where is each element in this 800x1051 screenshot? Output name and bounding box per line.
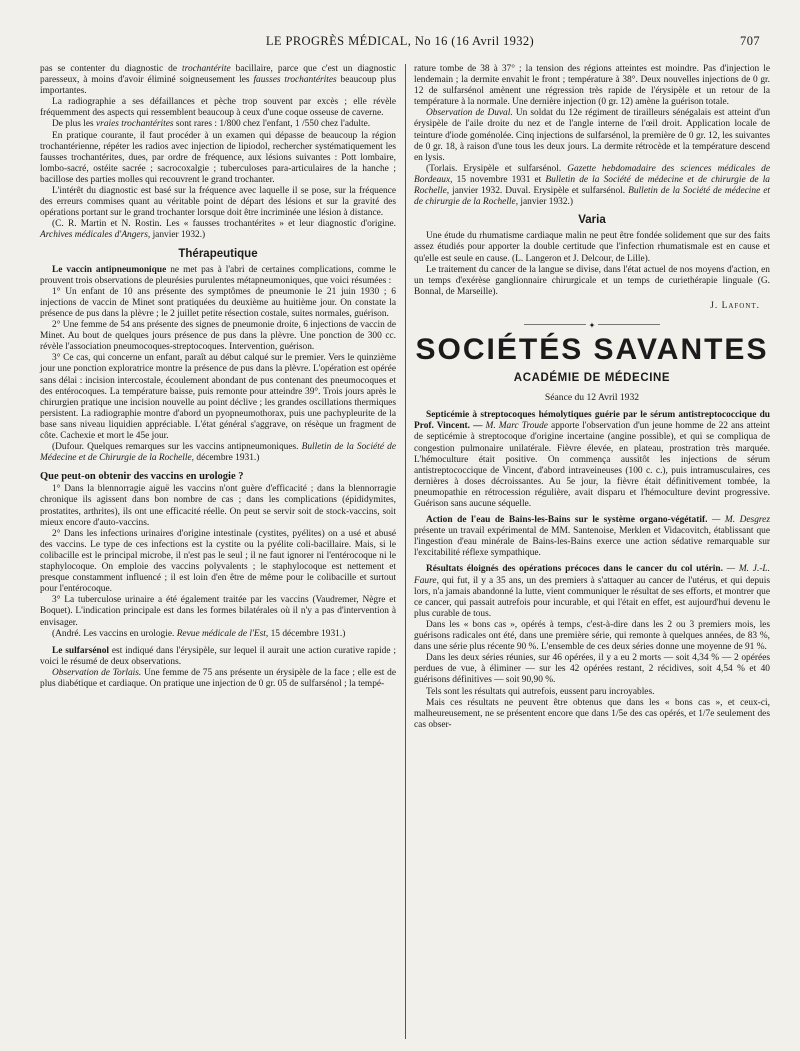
- paragraph: Le traitement du cancer de la langue se divise, dans l'état actuel de nos moyens d'action, en un temps d'exérèse ganglionnaire chirurgicale et un temps de curiethérapie linguale (G. Bonnal, de Marseille).: [414, 264, 770, 297]
- paragraph: Observation de Duval. Un soldat du 12e régiment de tirailleurs sénégalais est atteint d'un érysipèle de l'aile droite du nez et de l'angle interne de l'œil droit. Application locale de teinture d'iode goménolée. Cinq injections de sulfarsénol, la première de 0 gr. 12, les suivantes de 0 gr. 18, à raison d'une tous les deux jours. La dermite rétrocède et la température descend en lysis.: [414, 108, 771, 163]
- observation-item: 2° Une femme de 54 ans présente des signes de pneumonie droite, 6 injections de vaccin de Minet. Au bout de quelques jours présence de pus dans la plèvre. Une ponction de 300 cc. révèle l'association pneumocoques-streptocoques. Intervention, guérison.: [40, 320, 396, 353]
- societes-savantes-title: SOCIÉTÉS SAVANTES: [415, 332, 769, 366]
- paragraph: Résultats éloignés des opérations précoces dans le cancer du col utérin. — M. J.-L. Faure, qui fut, il y a 35 ans, un des premiers à s'attaquer au cancer de l'utérus, et qui depuis lors, n'a jamais abandonné la lutte, vient communiquer le résultat de ses efforts, et montrer que ce cancer, qui passait autrefois pour incurable, et qui l'était en effet, est aujourd'hui devenu le plus curable de tous.: [414, 564, 770, 619]
- running-header: [40, 34, 760, 54]
- observation-item: 3° Ce cas, qui concerne un enfant, paraît au début calqué sur le premier. Vers le quinzième jour une ponction exploratrice montre la présence de pus dans la plèvre. L'opération est opérée sans délai : incision intercostale, écoulement abondant de pus contenant des pneumocoques et des entérocoques. La température baisse, puis remonte pour atteindre 39°. Trois jours après le chirurgien pratique une incision nouvelle au point déclive ; les grandes oscillations thermiques persistent. La radiographie montre d'abord un pyopneumothorax, puis une pachypleurite de la base sans niveau liquidien appréciable. L'état général s'aggrave, on résèque un fragment de côte. Cachexie et mort le 45e jour.: [40, 353, 396, 441]
- citation: (Torlais. Erysipèle et sulfarsénol. Gazette hebdomadaire des sciences médicales de Bordeaux, 15 novembre 1931 et Bulletin de la Société de médecine et de chirurgie de la Rochelle, janvier 1932. Duval. Erysipèle et sulfarsénol. Bulletin de la Société de médecine et de chirurgie de la Rochelle, janvier 1932.): [414, 163, 771, 208]
- running-title: LE PROGRÈS MÉDICAL, No 16 (16 Avril 1932): [265, 34, 535, 48]
- paragraph: En pratique courante, il faut procéder à un examen qui dépasse de beaucoup la région trochantérienne, répéter les radios avec injection de lipiodol, rechercher systématiquement les fausses trochantérites, dues, par ordre de fréquence, aux lésions suivantes : Pott lombaire, lombo-sacré, ostéite sacrée ; sacrocoxalgie ; tuberculoses para-articulaires de la hanche ; bacillose des parties molles qui recouvrent le grand trochanter.: [40, 130, 396, 185]
- left-column: [40, 64, 396, 690]
- author-signature: J. Lafont.: [710, 300, 760, 311]
- paragraph: rature tombe de 38 à 37° ; la tension des régions atteintes est moindre. Pas d'injection le lendemain ; la dermite envahit le front ; température à 38°. Deux nouvelles injections de 0 gr. 12 de sulfarsénol amènent une régression très rapide de l'érysipèle et un retour de la température à la normale. Une dernière injection (0 gr. 12) amène la guérison totale.: [414, 64, 770, 108]
- paragraph: Septicémie à streptocoques hémolytiques guérie par le sérum antistreptococcique du Prof. Vincent. — M. Marc Troude apporte l'observation d'un jeune homme de 22 ans atteint de septicémie à streptocoque d'origine incertaine (angine possible), et qui se compliqua de congestion pulmonaire unilatérale. Fièvre élevée, en plateau, prostration très marquée. L'hémoculture était positive. On commença aussitôt les injections de sérum antistreptococcique de Vincent, d'abord intraveineuses (100 c. c.), puis intramusculaires, ces dernières à doses décroissantes. Au 5e jour, la fièvre était définitivement tombée, la pneumopathie en rétrocession régulière, avait disparu et l'hémoculture devint progressive. Guérison sans aucune séquelle.: [414, 410, 770, 509]
- citation: (André. Les vaccins en urologie. Revue médicale de l'Est, 15 décembre 1931.): [52, 628, 346, 639]
- list-item: 1° Dans la blennorragie aiguë les vaccins n'ont guère d'efficacité ; dans la blennorragie chronique ils agissent dans bon nombre de cas ; dans les complications (épididymites, prostatites, arthrites), ils ont une efficacité réelle. On peut se servir soit de stock-vaccins, soit mieux encore d'auto-vaccins.: [40, 484, 396, 528]
- ornament-glyph: ✦: [586, 321, 599, 330]
- paragraph: Le sulfarsénol est indiqué dans l'érysipèle, sur lequel il aurait une action curative rapide ; voici le résumé de deux observations.: [40, 645, 396, 667]
- observation-item: 1° Un enfant de 10 ans présente des symptômes de pneumonie le 21 juin 1930 ; 6 injections de vaccin de Minet sont pratiquées du deuxième au huitième jour. On constate la présence de pus dans la plèvre ; le 2 juillet petite résection costale, suites normales, guérison.: [40, 286, 396, 319]
- paragraph: Dans les deux séries réunies, sur 46 opérées, il y a eu 2 morts — soit 4,34 % — 2 opérées perdues de vue, à éliminer — sur les 42 opérées restant, 2 récidives, soit 4,54 % et 40 guérisons définitives — soit 90,90 %.: [414, 653, 770, 686]
- right-column: [414, 64, 770, 731]
- section-heading-varia: Varia: [578, 214, 606, 227]
- paragraph: Une étude du rhumatisme cardiaque malin ne peut être fondée solidement que sur des faits assez étudiés pour apporter la double certitude que l'infection rhumatismale est en cause et qu'elle est seule en cause. (L. Langeron et J. Delcour, de Lille).: [414, 231, 770, 264]
- section-heading-therapeutique: Thérapeutique: [178, 247, 258, 260]
- paragraph: L'intérêt du diagnostic est basé sur la fréquence avec laquelle il se pose, sur la fréquence des erreurs commises quant au véritable point de départ des lésions et sur la gravité des opérations portant sur le grand trochanter lorsque doit être incriminée une lésion à distance.: [40, 186, 396, 219]
- academie-title: ACADÉMIE DE MÉDECINE: [513, 372, 671, 385]
- paragraph: Action de l'eau de Bains-les-Bains sur le système organo-végétatif. — M. Desgrez présente un travail expérimental de MM. Santenoise, Merklen et Vidacovitch, établissant que l'ingestion d'eau minérale de Bains-les-Bains exerce une action sédative remarquable sur l'excitabilité réflexe sympathique.: [414, 515, 770, 559]
- paragraph: Observation de Torlais. Une femme de 75 ans présente un érysipèle de la face ; elle est de plus diabétique et cardiaque. On pratique une injection de 0 gr. 05 de sulfarsénol ; la tempé-: [40, 667, 396, 689]
- list-item: 3° La tuberculose urinaire a été également traitée par les vaccins (Vaudremer, Nègre et Boquet). L'indication principale est dans les formes bilatérales où il n'y a pas d'intervention à envisager.: [40, 595, 396, 628]
- paragraph: pas se contenter du diagnostic de trochantérite bacillaire, parce que c'est un diagnostic paresseux, à moins d'avoir éliminé soigneusement les fausses trochantérites beaucoup plus importantes.: [40, 64, 396, 97]
- paragraph: Tels sont les résultats qui autrefois, eussent paru incroyables.: [426, 686, 655, 697]
- list-item: 2° Dans les infections urinaires d'origine intestinale (cystites, pyélites) on a usé et abusé des vaccins. Le type de ces infections est la cystite ou la pyélite coli-bacillaire. Mais, si le colibacille est le principal microbe, il n'est pas le seul ; il ne faut ignorer ni l'entérocoque ni le staphylocoque. On emploie des vaccins polyvalents ; le staphylocoque est nettement et presque constamment influencé ; il est loin d'en être de même pour le colibacille et surtout pour l'entérocoque.: [40, 528, 396, 595]
- page-number: 707: [740, 34, 760, 48]
- paragraph: Dans les « bons cas », opérés à temps, c'est-à-dire dans les 2 ou 3 premiers mois, les guérisons radicales ont été, dans une première série, qui remonte à quelques années, de 83 %, dans une série plus récente 90 %. L'ensemble de ces deux séries donne une moyenne de 91 %.: [414, 619, 770, 653]
- paragraph: Le vaccin antipneumonique ne met pas à l'abri de certaines complications, comme le prouvent trois observations de pleurésies purulentes métapneumoniques, que voici résumées :: [40, 264, 397, 286]
- seance-date: Séance du 12 Avril 1932: [544, 392, 640, 404]
- citation: (Dufour. Quelques remarques sur les vaccins antipneumoniques. Bulletin de la Société de Médecine et de Chirurgie de la Rochelle, décembre 1931.): [40, 442, 396, 464]
- paragraph: De plus les vraies trochantérites sont rares : 1/800 chez l'enfant, 1 /550 chez l'adulte.: [52, 119, 371, 130]
- paragraph: La radiographie a ses défaillances et pèche trop souvent par excès ; elle révèle fréquemment des aspects qui ressemblent beaucoup à ceux d'une coque osseuse de caverne.: [40, 97, 396, 119]
- paragraph: Mais ces résultats ne peuvent être obtenus que dans les « bons cas », et ceux-ci, malheureusement, ne se présentent encore que dans 1/5e des cas opérés, et 1/7e seulement des cas obser-: [414, 697, 770, 730]
- citation: (C. R. Martin et N. Rostin. Les « fausses trochantérites » et leur diagnostic d'origine. Archives médicales d'Angers, janvier 1932.): [40, 219, 396, 241]
- section-ornament: [414, 320, 770, 328]
- article-heading-urologie: Que peut-on obtenir des vaccins en urologie ?: [40, 471, 244, 483]
- column-divider: [405, 64, 406, 1039]
